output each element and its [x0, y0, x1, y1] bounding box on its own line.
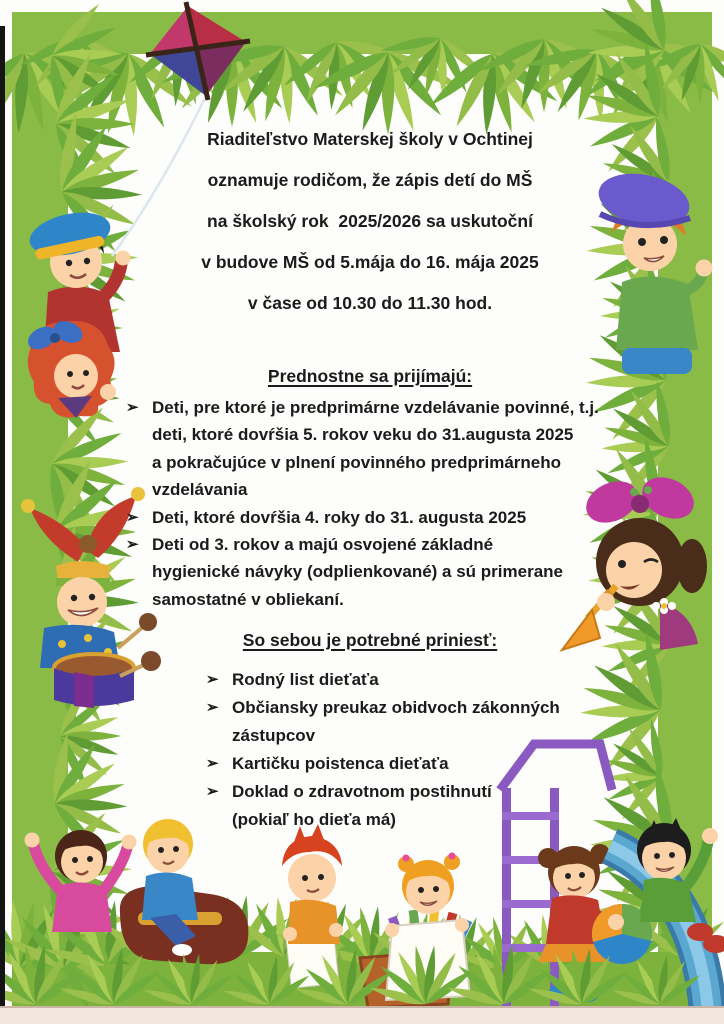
- list-line: Deti od 3. rokov a majú osvojené základné: [152, 535, 494, 555]
- bullet-arrow-icon: ➢: [126, 536, 139, 554]
- list-line: Kartičku poistenca dieťaťa: [232, 754, 449, 773]
- bullet-arrow-icon: ➢: [206, 755, 219, 772]
- list-line: samostatné v obliekaní.: [152, 589, 344, 609]
- bring-item: [206, 694, 626, 750]
- announcement-line: na školský rok 2025/2026 sa uskutoční: [207, 211, 533, 231]
- list-line: (pokiaľ ho dieťa má): [232, 810, 396, 829]
- bring-item-text: [232, 778, 626, 834]
- bring-list: [206, 666, 626, 834]
- priority-item-text: [152, 504, 618, 531]
- priority-item: [126, 504, 618, 531]
- list-line: hygienické návyky (odplienkované) a sú primerane: [152, 562, 563, 582]
- scan-edge-artifact-left: [0, 26, 5, 1024]
- priority-item-text: [152, 394, 618, 504]
- bring-heading-text: So sebou je potrebné priniesť:: [242, 630, 498, 650]
- announcement-line: oznamuje rodičom, že zápis detí do MŠ: [207, 170, 533, 190]
- bring-section-heading: [128, 630, 612, 651]
- bullet-arrow-icon: ➢: [206, 699, 219, 716]
- list-line: Deti, pre ktoré je predprimárne vzdelávanie povinné, t.j.: [152, 398, 599, 417]
- announcement-line: Riaditeľstvo Materskej školy v Ochtinej: [207, 129, 533, 149]
- list-line: Doklad o zdravotnom postihnutí: [232, 782, 492, 801]
- announcement-line: v budove MŠ od 5.mája do 16. mája 2025: [201, 252, 539, 272]
- list-line: Rodný list dieťaťa: [232, 670, 379, 689]
- priority-list: [126, 394, 618, 613]
- list-line: zástupcov: [232, 726, 316, 745]
- bring-item-text: [232, 750, 626, 778]
- bullet-arrow-icon: ➢: [126, 399, 139, 416]
- announcement-block: [128, 119, 612, 324]
- bullet-arrow-icon: ➢: [206, 783, 219, 800]
- announcement-line: v čase od 10.30 do 11.30 hod.: [247, 293, 493, 313]
- bring-item: [206, 778, 626, 834]
- priority-section-heading: [128, 366, 612, 387]
- scan-edge-artifact-bottom: [0, 1006, 724, 1024]
- priority-heading-text: Prednostne sa prijímajú:: [267, 366, 473, 386]
- bring-item-text: [232, 694, 626, 750]
- list-line: vzdelávania: [152, 480, 248, 500]
- list-line: Občiansky preukaz obidvoch zákonných: [232, 698, 560, 717]
- list-line: a pokračujúce v plnení povinného predprimárneho: [152, 452, 562, 472]
- priority-item-text: [152, 531, 618, 613]
- list-line: Deti, ktoré dovŕšia 4. roky do 31. augusta 2025: [152, 507, 527, 527]
- priority-item: [126, 394, 618, 504]
- bring-item: [206, 750, 626, 778]
- bring-item-text: [232, 666, 626, 694]
- bullet-arrow-icon: ➢: [126, 508, 139, 526]
- bullet-arrow-icon: ➢: [206, 671, 219, 688]
- priority-item: [126, 531, 618, 613]
- list-line: deti, ktoré dovŕšia 5. rokov veku do 31.augusta 2025: [152, 425, 574, 445]
- bring-item: [206, 666, 626, 694]
